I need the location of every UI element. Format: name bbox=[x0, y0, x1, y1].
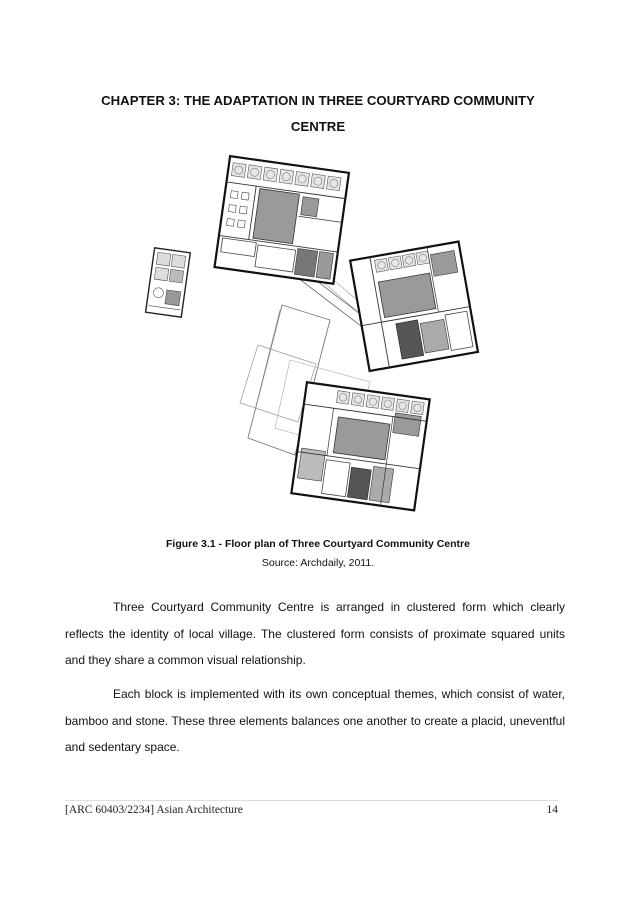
floor-tile bbox=[375, 258, 389, 272]
floor-plan-figure bbox=[130, 150, 520, 530]
footer-page-number: 14 bbox=[546, 804, 558, 816]
footer-course: [ARC 60403/2234] Asian Architecture bbox=[65, 804, 243, 816]
seat-mark bbox=[237, 220, 245, 228]
floor-tile bbox=[366, 395, 380, 409]
floor-tile bbox=[311, 174, 326, 189]
body-paragraph-1: Three Courtyard Community Centre is arranged in clustered form which clearly reflects the identity of local village. The clustered form consists of proximate squared units and they share a common visual relationship. bbox=[65, 600, 565, 667]
floor-tile bbox=[247, 165, 262, 180]
courtyard-block-top bbox=[215, 156, 349, 284]
seat-mark bbox=[230, 191, 238, 199]
seat-mark bbox=[228, 205, 236, 213]
seat-mark bbox=[226, 218, 234, 226]
floor-tile bbox=[402, 253, 416, 267]
figure-source: Source: Archdaily, 2011. bbox=[261, 557, 375, 569]
floor-tile bbox=[279, 169, 294, 184]
courtyard-block-bottom bbox=[291, 382, 429, 510]
figure-caption: Figure 3.1 - Floor plan of Three Courtyard Community Centre bbox=[166, 538, 470, 550]
seat-mark bbox=[241, 192, 249, 200]
chapter-title-line2: CENTRE bbox=[290, 119, 346, 134]
floor-tile bbox=[388, 256, 402, 270]
chapter-title bbox=[58, 88, 578, 140]
floor-tile bbox=[326, 176, 341, 191]
floor-tile bbox=[351, 393, 365, 407]
courtyard-block-right bbox=[350, 242, 478, 371]
floor-tile bbox=[396, 399, 410, 413]
floor-tile bbox=[411, 401, 425, 415]
floor-tile bbox=[336, 391, 350, 405]
floor-tile bbox=[381, 397, 395, 411]
floor-tile bbox=[416, 251, 430, 265]
footer-divider bbox=[65, 800, 558, 801]
small-pavilion bbox=[146, 248, 191, 317]
floor-tile bbox=[231, 163, 246, 178]
floor-tile bbox=[263, 167, 278, 182]
body-paragraph-2: Each block is implemented with its own conceptual themes, which consist of water, bamboo and stone. These three elements balances one another to create a placid, uneventful and sedentary space. bbox=[65, 687, 565, 754]
seat-mark bbox=[239, 206, 247, 214]
floor-tile bbox=[295, 172, 310, 187]
chapter-title-line1: CHAPTER 3: THE ADAPTATION IN THREE COURTYARD COMMUNITY bbox=[101, 93, 535, 108]
